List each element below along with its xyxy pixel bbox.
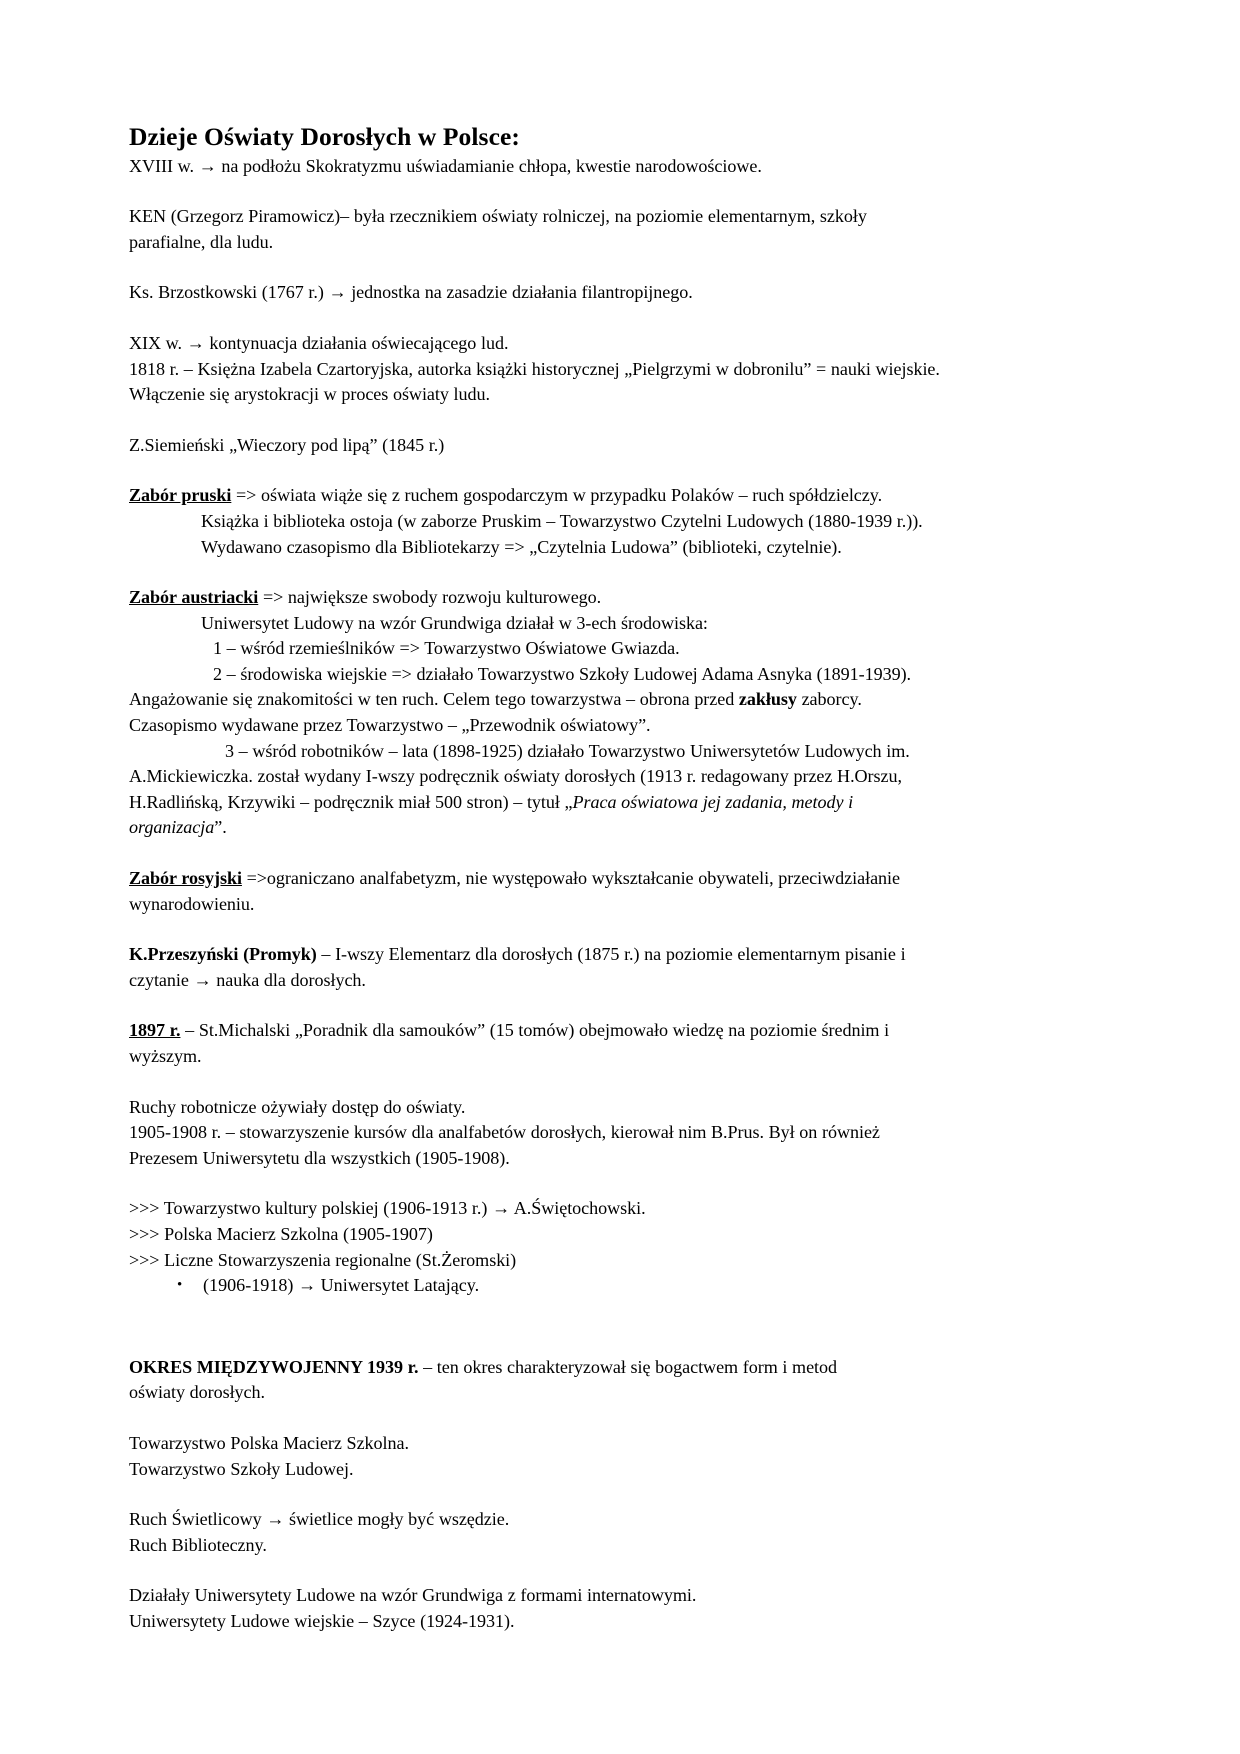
paragraph-ken-line2: parafialne, dla ludu. (129, 231, 274, 252)
paragraph-pruski-ksiazka: Książka i biblioteka ostoja (w zaborze Pruskim – Towarzystwo Czytelni Ludowych (1880-1939 r.)). (201, 510, 923, 531)
spacer (129, 560, 964, 585)
paragraph-wyzszym: wyższym. (129, 1046, 202, 1067)
paragraph-pruski-czasopismo: Wydawano czasopismo dla Bibliotekarzy => „Czytelnia Ludowa” (biblioteki, czytelnie). (201, 536, 842, 557)
spacer (129, 1171, 964, 1196)
spacer (129, 1070, 964, 1095)
paragraph-zabor-austriacki (129, 585, 964, 611)
paragraph-brzostkowski: Ks. Brzostkowski (1767 r.) → jednostka na zasadzie działania filantropijnego. (129, 282, 693, 303)
paragraph-uniwersytet-ludowy: Uniwersytet Ludowy na wzór Grundwiga działał w 3-ech środowiska: (201, 612, 708, 633)
paragraph-przeszynski (129, 942, 964, 968)
paragraph-1897 (129, 1018, 964, 1044)
spacer (129, 841, 964, 866)
spacer (129, 1482, 964, 1507)
michalski-text: – St.Michalski „Poradnik dla samouków” (15 tomów) obejmowało wiedzę na poziomie średnim i (180, 1020, 890, 1041)
list-item-label: (1906-1918) → Uniwersytet Latający. (203, 1275, 480, 1296)
zabor-pruski-text: => oświata wiąże się z ruchem gospodarczym w przypadku Polaków – ruch spółdzielczy. (231, 485, 883, 506)
paragraph-xviii-century: XVIII w. → na podłożu Skokratyzmu uświadamianie chłopa, kwestie narodowościowe. (129, 155, 762, 176)
list-item-stowarzyszenia-regionalne: >>> Liczne Stowarzyszenia regionalne (St.Żeromski) (129, 1249, 517, 1270)
paragraph-towarzystwo-szkoly-ludowej: Towarzystwo Szkoły Ludowej. (129, 1458, 354, 1479)
paragraph-ruch-biblioteczny: Ruch Biblioteczny. (129, 1534, 267, 1555)
paragraph-organizacja (129, 815, 964, 841)
paragraph-okres-miedzywojenny (129, 1355, 964, 1381)
paragraph-srodowisko-1: 1 – wśród rzemieślników => Towarzystwo Oświatowe Gwiazda. (213, 638, 680, 659)
paragraph-ken-line1: KEN (Grzegorz Piramowicz)– była rzecznikiem oświaty rolniczej, na poziomie elementarnym, szkoły (129, 206, 867, 227)
paragraph-zabor-rosyjski (129, 866, 964, 892)
paragraph-1905-1908: 1905-1908 r. – stowarzyszenie kursów dla analfabetów dorosłych, kierował nim B.Prus. Był on również (129, 1122, 880, 1143)
heading-okres-miedzywojenny: OKRES MIĘDZYWOJENNY 1939 r. (129, 1356, 419, 1377)
bullet-icon: • (177, 1277, 183, 1294)
paragraph-zabor-pruski (129, 483, 964, 509)
heading-zabor-pruski: Zabór pruski (129, 485, 232, 506)
paragraph-wynarodowienie: wynarodowieniu. (129, 893, 255, 914)
list-item-macierz-szkolna: >>> Polska Macierz Szkolna (1905-1907) (129, 1223, 433, 1244)
spacer (129, 179, 964, 204)
paragraph-angazowanie (129, 687, 964, 713)
paragraph-prezes-uniwersytetu: Prezesem Uniwersytetu dla wszystkich (1905-1908). (129, 1147, 510, 1168)
spacer (129, 1299, 964, 1355)
okres-miedzywojenny-text: – ten okres charakteryzował się bogactwem form i metod (418, 1356, 838, 1377)
paragraph-ruch-swietlicowy: Ruch Świetlicowy → świetlice mogły być wszędzie. (129, 1509, 510, 1530)
heading-zabor-austriacki: Zabór austriacki (129, 587, 259, 608)
list-item-towarzystwo-kultury: >>> Towarzystwo kultury polskiej (1906-1913 r.) → A.Świętochowski. (129, 1198, 646, 1219)
paragraph-towarzystwo-macierz: Towarzystwo Polska Macierz Szkolna. (129, 1432, 409, 1453)
spacer (129, 306, 964, 331)
paragraph-ruchy-robotnicze: Ruchy robotnicze ożywiały dostęp do oświaty. (129, 1096, 466, 1117)
paragraph-uniwersytety-ludowe: Działały Uniwersytety Ludowe na wzór Grundwiga z formami internatowymi. (129, 1585, 697, 1606)
spacer (129, 1406, 964, 1431)
paragraph-przewodnik-oswiatowy: Czasopismo wydawane przez Towarzystwo – „Przewodnik oświatowy”. (129, 715, 651, 736)
zabor-rosyjski-text: =>ograniczano analfabetyzm, nie występowało wykształcanie obywateli, przeciwdziałanie (241, 868, 901, 889)
paragraph-srodowisko-2: 2 – środowiska wiejskie => działało Towarzystwo Szkoły Ludowej Adama Asnyka (1891-1939). (213, 663, 912, 684)
heading-zabor-rosyjski: Zabór rosyjski (129, 868, 242, 889)
book-title-part2: organizacja (129, 817, 215, 838)
paragraph-szyce: Uniwersytety Ludowe wiejskie – Szyce (1924-1931). (129, 1610, 515, 1631)
spacer (129, 917, 964, 942)
document-body (129, 122, 964, 1635)
paragraph-czytanie: czytanie → nauka dla dorosłych. (129, 969, 366, 990)
spacer (129, 993, 964, 1018)
page-title-text: Dzieje Oświaty Dorosłych w Polsce: (129, 122, 521, 151)
page-title (129, 122, 964, 152)
paragraph-mickiewiczka: A.Mickiewiczka. został wydany I-wszy podręcznik oświaty dorosłych (1913 r. redagowany przez H.Orszu, (129, 766, 902, 787)
heading-przeszynski: K.Przeszyński (Promyk) (129, 944, 317, 965)
spacer (129, 255, 964, 280)
angazowanie-text-b: zaborcy. (796, 689, 862, 710)
heading-1897: 1897 r. (129, 1020, 181, 1041)
angazowanie-emphasis: zakłusy (738, 689, 797, 710)
spacer (129, 458, 964, 483)
zabor-austriacki-text: => największe swobody rozwoju kulturowego. (258, 587, 602, 608)
przeszynski-text: – I-wszy Elementarz dla dorosłych (1875 r.) na poziomie elementarnym pisanie i (316, 944, 906, 965)
radlinska-text: H.Radlińską, Krzywiki – podręcznik miał 500 stron) – tytuł „ (129, 791, 573, 812)
angazowanie-text-a: Angażowanie się znakomitości w ten ruch. Celem tego towarzystwa – obrona przed (129, 689, 739, 710)
spacer (129, 408, 964, 433)
paragraph-1818-czartoryjska: 1818 r. – Księżna Izabela Czartoryjska, autorka książki historycznej „Pielgrzymi w dobronilu” = nauki wiejskie. (129, 358, 940, 379)
paragraph-xix-century: XIX w. → kontynuacja działania oświecającego lud. (129, 332, 509, 353)
list-item-uniwersytet-latajacy (129, 1273, 964, 1299)
paragraph-arystokracja: Włączenie się arystokracji w proces oświaty ludu. (129, 384, 490, 405)
book-title-closing-quote: ”. (214, 817, 227, 838)
spacer (129, 1558, 964, 1583)
paragraph-srodowisko-3: 3 – wśród robotników – lata (1898-1925) działało Towarzystwo Uniwersytetów Ludowych im. (225, 740, 910, 761)
paragraph-radlinska (129, 790, 964, 816)
paragraph-siemienski: Z.Siemieński „Wieczory pod lipą” (1845 r.) (129, 434, 445, 455)
paragraph-oswiaty-doroslych: oświaty dorosłych. (129, 1382, 265, 1403)
book-title-part1: Praca oświatowa jej zadania, metody i (572, 791, 854, 812)
